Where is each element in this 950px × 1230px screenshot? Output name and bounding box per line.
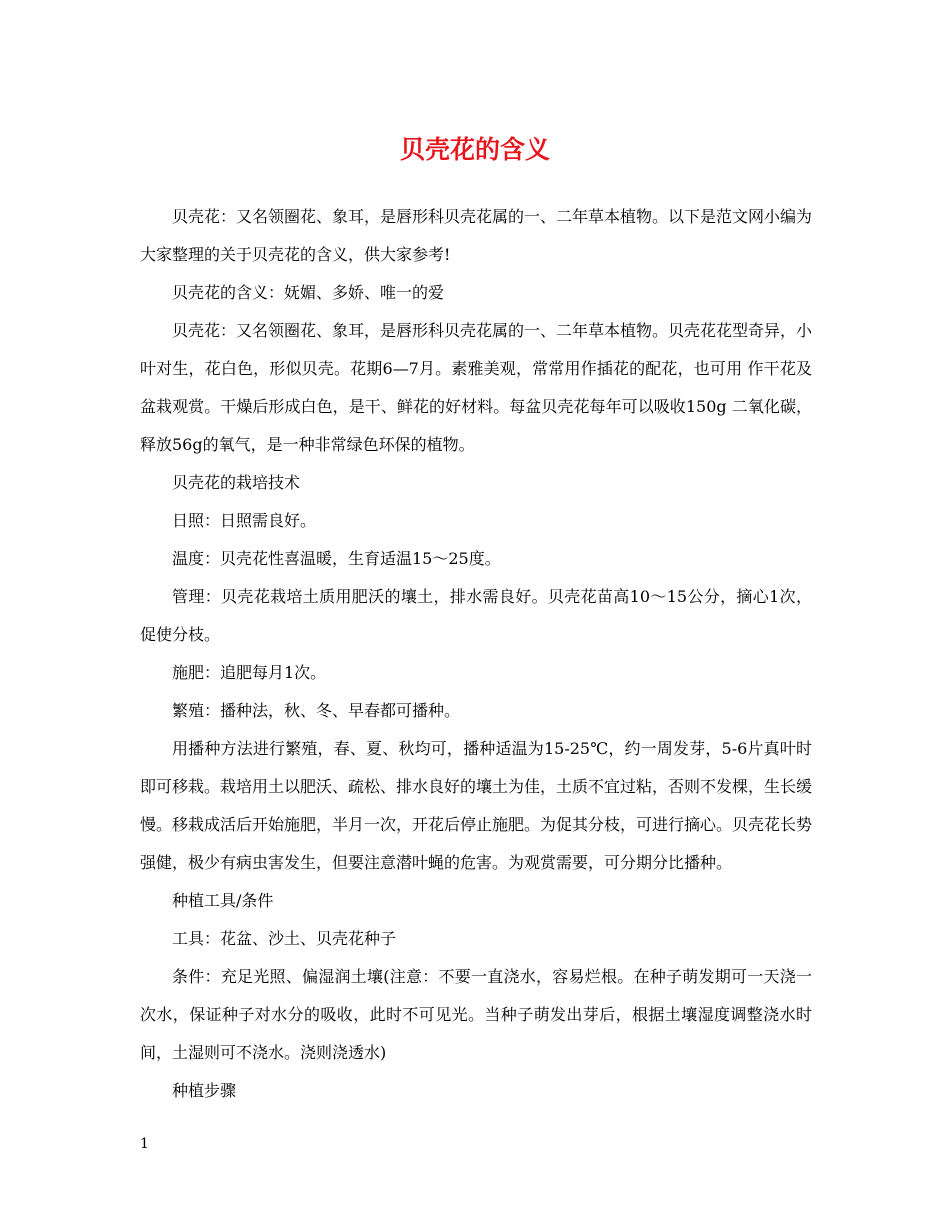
paragraph-sowing-method: 用播种方法进行繁殖，春、夏、秋均可，播种适温为15-25℃，约一周发芽，5-6片真叶时即可移栽。栽培用土以肥沃、疏松、排水良好的壤土为佳，土质不宜过粘，否则不发棵，生长缓慢。移栽成活后开始施肥，半月一次，开花后停止施肥。为促其分枝，可进行摘心。贝壳花长势强健，极少有病虫害发生，但要注意潜叶蝇的危害。为观赏需要，可分期分比播种。 xyxy=(140,739,813,872)
paragraph-meaning: 贝壳花的含义：妩媚、多娇、唯一的爱 xyxy=(172,283,445,302)
paragraph-description: 贝壳花：又名领圈花、象耳，是唇形科贝壳花属的一、二年草本植物。贝壳花花型奇异，小叶对生，花白色，形似贝壳。花期6—7月。素雅美观，常常用作插花的配花，也可用 作干花及盆栽观赏。干燥后形成白色，是干、鲜花的好材料。每盆贝壳花每年可以吸收150g 二氧化碳，释放56g的氧气，是一种非常绿色环保的植物。 xyxy=(140,321,813,454)
paragraph-temperature: 温度：贝壳花性喜温暖，生育适温15～25度。 xyxy=(172,549,501,568)
section-heading-tools: 种植工具/条件 xyxy=(172,891,274,910)
paragraph-intro: 贝壳花：又名领圈花、象耳，是唇形科贝壳花属的一、二年草本植物。以下是范文网小编为大家整理的关于贝壳花的含义，供大家参考! xyxy=(140,207,813,264)
page-number: 1 xyxy=(140,1136,149,1152)
paragraph-sunlight: 日照：日照需良好。 xyxy=(172,511,317,530)
document-body xyxy=(140,198,812,1110)
paragraph-fertilizing: 施肥：追肥每月1次。 xyxy=(172,663,327,682)
paragraph-propagation: 繁殖：播种法，秋、冬、早春都可播种。 xyxy=(172,701,461,720)
paragraph-tools: 工具：花盆、沙土、贝壳花种子 xyxy=(172,929,397,948)
section-heading-cultivation: 贝壳花的栽培技术 xyxy=(172,473,301,492)
paragraph-conditions: 条件：充足光照、偏湿润土壤(注意：不要一直浇水，容易烂根。在种子萌发期可一天浇一次水，保证种子对水分的吸收，此时不可见光。当种子萌发出芽后，根据土壤湿度调整浇水时间，土湿则可不浇水。浇则浇透水) xyxy=(140,967,812,1062)
page-title: 贝壳花的含义 xyxy=(399,135,550,164)
paragraph-management: 管理：贝壳花栽培土质用肥沃的壤土，排水需良好。贝壳花苗高10～15公分，摘心1次，促使分枝。 xyxy=(140,587,812,644)
section-heading-steps: 种植步骤 xyxy=(172,1081,237,1100)
